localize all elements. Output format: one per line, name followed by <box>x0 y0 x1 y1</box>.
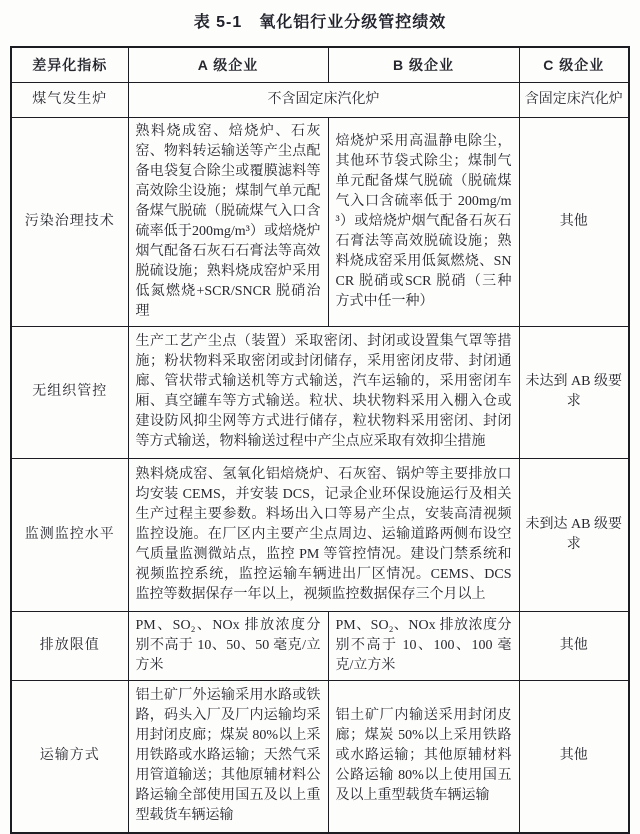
grading-table <box>10 46 630 834</box>
table-caption: 表 5-1 氧化铝行业分级管控绩效 <box>193 14 447 31</box>
grade-c-cell-emission-limits: 其他 <box>519 611 629 680</box>
indicator-cell-monitoring: 监测监控水平 <box>11 458 128 611</box>
grade-a-cell-pollution-control: 熟料烧成窑、焙烧炉、石灰窑、物料转运输送等产尘点配备电袋复合除尘或覆膜滤料等高效除尘设施；煤制气单元配备煤气脱硫（脱硫煤气入口含硫率低于200mg/m³）或焙烧炉烟气配备石灰石石膏法等高效脱硫设施；熟料烧成窑炉采用低氮燃烧+SCR/SNCR 脱硝治理 <box>128 117 328 326</box>
grade-c-cell-gas-generator: 含固定床汽化炉 <box>519 82 629 117</box>
table-row-pollution-control <box>11 117 629 326</box>
grade-b-cell-transport: 铝土矿厂内输送采用封闭皮廊；煤炭 50%以上采用铁路或水路运输；其他原辅材料公路运输 80%以上使用国五及以上重型载货车辆运输 <box>328 680 519 833</box>
grade-c-cell-transport: 其他 <box>519 680 629 833</box>
grade-ab-cell-gas-generator: 不含固定床汽化炉 <box>128 82 519 117</box>
table-row-fugitive-emission <box>11 326 629 458</box>
grade-a-cell-transport: 铝土矿厂外运输采用水路或铁路，码头入厂及厂内运输均采用封闭皮廊；煤炭 80%以上采用铁路或水路运输；天然气采用管道输送；其他原辅材料公路运输全部使用国五及以上重型载货车辆运输 <box>128 680 328 833</box>
indicator-cell-transport: 运输方式 <box>11 680 128 833</box>
grade-c-cell-pollution-control: 其他 <box>519 117 629 326</box>
indicator-cell-emission-limits: 排放限值 <box>11 611 128 680</box>
grade-ab-cell-monitoring: 熟料烧成窑、氢氧化铝焙烧炉、石灰窑、锅炉等主要排放口均安装 CEMS，并安装 DCS，记录企业环保设施运行及相关生产过程主要参数。料场出入口等易产尘点，安装高清视频监控设施。在厂区内主要产尘点周边、运输道路两侧布设空气质量监测微站点，监控 PM 等管控情况。建设门禁系统和视频监控系统，监控运输车辆进出厂区情况。CEMS、DCS 监控等数据保存一年以上，视频监控数据保存三个月以上 <box>128 458 519 611</box>
grade-b-cell-pollution-control: 焙烧炉采用高温静电除尘，其他环节袋式除尘；煤制气单元配备煤气脱硫（脱硫煤气入口含硫率低于 200mg/m³）或焙烧炉烟气配备石灰石石膏法等高效脱硫设施；熟料烧成窑采用低氮燃烧、SNCR 脱硝或SCR 脱硝（三种方式中任一种） <box>328 117 519 326</box>
table-row-monitoring <box>11 458 629 611</box>
header-cell-grade-a: A 级企业 <box>128 47 328 82</box>
indicator-cell-fugitive-emission: 无组织管控 <box>11 326 128 458</box>
grade-c-cell-monitoring: 未到达 AB 级要求 <box>519 458 629 611</box>
table-row-emission-limits <box>11 611 629 680</box>
grade-b-cell-emission-limits: PM、SO₂、NOx 排放浓度分别不高于 10、100、100 毫克/立方米 <box>328 611 519 680</box>
indicator-cell-gas-generator: 煤气发生炉 <box>11 82 128 117</box>
table-row-transport <box>11 680 629 833</box>
grade-ab-cell-fugitive-emission: 生产工艺产尘点（装置）采取密闭、封闭或设置集气罩等措施；粉状物料采取密闭或封闭储存，采用密闭皮带、封闭通廊、管状带式输送机等方式输送，汽车运输的，采用密闭车厢、真空罐车等方式输送。粒状、块状物料采用入棚入仓或建设防风抑尘网等方式进行储存，粒状物料采用密闭、封闭等方式输送，物料输送过程中产尘点应采取有效抑尘措施 <box>128 326 519 458</box>
indicator-cell-pollution-control: 污染治理技术 <box>11 117 128 326</box>
grade-a-cell-emission-limits: PM、SO₂、NOx 排放浓度分别不高于 10、50、50 毫克/立方米 <box>128 611 328 680</box>
table-row-gas-generator <box>11 82 629 117</box>
header-cell-indicator: 差异化指标 <box>11 47 128 82</box>
header-row <box>11 47 629 82</box>
header-cell-grade-b: B 级企业 <box>328 47 519 82</box>
header-cell-grade-c: C 级企业 <box>519 47 629 82</box>
grade-c-cell-fugitive-emission: 未达到 AB 级要求 <box>519 326 629 458</box>
